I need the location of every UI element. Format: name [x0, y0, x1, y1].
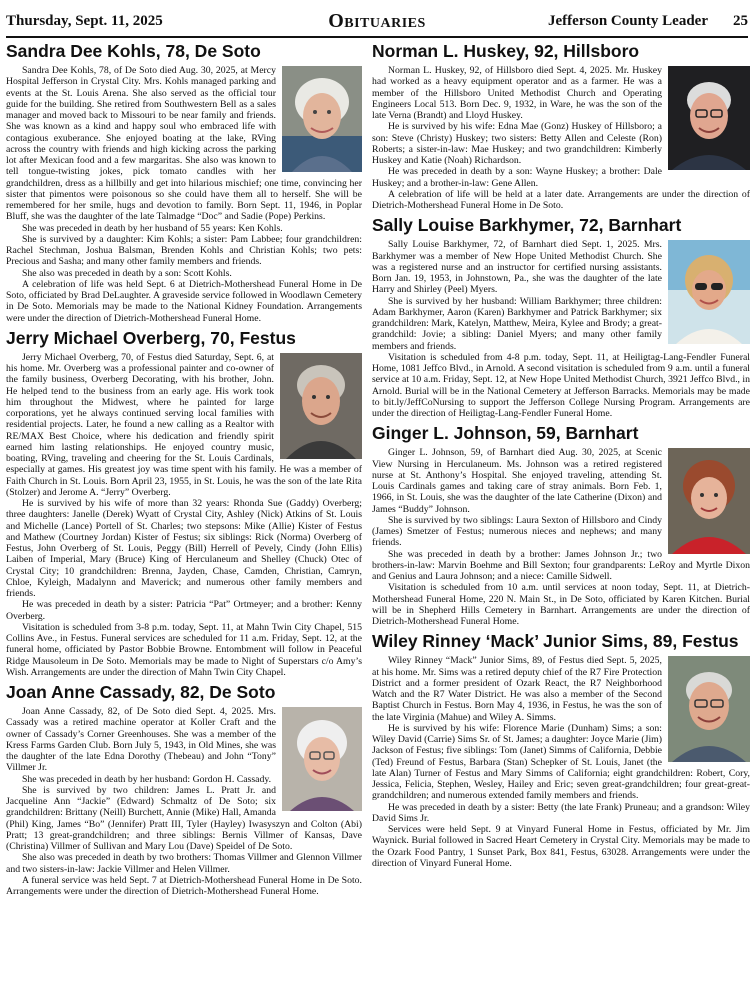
obituary-photo — [280, 353, 362, 459]
obituary-headline: Norman L. Huskey, 92, Hillsboro — [372, 41, 640, 61]
obituary-paragraph: A celebration of life will be held at a later date. Arrangements are under the direction of Dietrich-Mothershead Funeral Home in De Soto. — [372, 188, 750, 211]
page-number: 25 — [733, 13, 748, 29]
obituary-paragraph: He is survived by his wife: Edna Mae (Gonz) Huskey of Hillsboro; a son: Steve (Christy) Huskey; two sisters: Betty Allen and Celeste (Ron) Roberts; a sister-in-law: Mae Huskey; and two grandchildren: Kimberly Huskey and Katie (Noah) Richardson. — [372, 121, 662, 166]
obituary-photo — [282, 66, 362, 172]
obituary-cassady — [6, 681, 362, 897]
obituary-headline: Sandra Dee Kohls, 78, De Soto — [6, 41, 261, 61]
obituary-paragraph: He was preceded in death by a sister: Patricia “Pat” Ortmeyer; and a brother: Kenny Overberg. — [6, 599, 362, 622]
obituary-paragraph: She also was preceded in death by a son: Scott Kohls. — [22, 267, 232, 279]
issue-date: Thursday, Sept. 11, 2025 — [6, 13, 163, 29]
obituary-photo — [668, 66, 750, 170]
obituary-paragraph: Sandra Dee Kohls, 78, of De Soto died Aug. 30, 2025, at Mercy Hospital Jefferson in Crystal City. Mrs. Kohls managed parking and events at the St. Louis Arena. She also served as the official tour guide for the building. She retired from Southwestern Bell as a sales manager and moved back to Missouri to be near family and friends. She was known as a kind and happy soul who embraced life with contagious exuberance. She enjoyed boating at the lake, RVing across the country with friends and high kicking across the parking lot after Mexican food and a few margaritas. She also was known to tell tongue-twisting jokes, pick tomato candles with her grandchildren, dress as a hillbilly and get into hilarious mischief; one time, convincing her sister that pimentos were poisonous so she could have them all to herself. She will be remembered for her smile, hugs and devotion to family. Born Sept. 11, 1946, in Poplar Bluff, she was the daughter of the late Talmadge “Doc” and Sadie (Pope) Perkins. — [6, 65, 362, 223]
obituary-paragraph: Sally Louise Barkhymer, 72, of Barnhart died Sept. 1, 2025. Mrs. Barkhymer was a member of New Hope United Methodist Church. She was a registered nurse and an instructor for certified nursing assistants. Born Jan. 19, 1953, in Johnstown, Pa., she was the daughter of the late Harry and Shirley (Peel) Myers. — [372, 239, 662, 296]
obituary-paragraph: Jerry Michael Overberg, 70, of Festus died Saturday, Sept. 6, at his home. Mr. Overberg was a professional painter and co-owner of the family business, Overberg Decorating, with his brother, John. He helped tend to the business from an early age. His work took him throughout the Midwest, where he painted for large corporations, yet he always continued serving local families with residential projects. Later, he found a new calling as a Realtor with RE/MAX Best Choice, where his dedication and friendly spirit earned him lasting relationships. He enjoyed country music, boating, RVing, traveling and cheering for the St. Louis Cardinals, especially at games. His greatest joy was time spent with his family. He was a member of Faith Church in St. Louis. Born April 23, 1955, in St. Louis, he was the son of the late Rita (Stolzer) and Jerome A. “Jerry” Overberg. — [6, 351, 362, 498]
obituary-paragraph: She was preceded in death by her husband of 55 years: Ken Kohls. — [22, 222, 283, 234]
obituary-headline: Jerry Michael Overberg, 70, Festus — [6, 327, 296, 348]
obituary-headline: Sally Louise Barkhymer, 72, Barnhart — [372, 215, 682, 236]
obituary-johnson — [372, 422, 750, 627]
obituary-overberg — [6, 327, 362, 678]
obituary-photo — [282, 707, 362, 811]
obituary-sims — [372, 630, 750, 869]
obituary-headline: Ginger L. Johnson, 59, Barnhart — [372, 423, 639, 444]
obituary-paragraph: Norman L. Huskey, 92, of Hillsboro died Sept. 4, 2025. Mr. Huskey had worked as a heavy equipment operator and as a farmer. He was a member of the Hillsboro United Methodist Church and Operating Engineers Local 513. Born Dec. 9, 1932, in Ware, he was the son of the late Verna (Brandt) and Lloyd Huskey. — [372, 65, 662, 121]
obituary-headline: Wiley Rinney ‘Mack’ Junior Sims, 89, Festus — [372, 631, 739, 652]
obituary-paragraph: He was preceded in death by a sister: Betty (the late Frank) Pruneau; and a grandson: Wiley David Sims Jr. — [372, 801, 750, 824]
obituary-photo — [668, 240, 750, 344]
obituary-paragraph: She was preceded in death by her husband: Gordon H. Cassady. — [22, 773, 272, 785]
obituary-paragraph: Services were held Sept. 9 at Vinyard Funeral Home in Festus, officiated by Mr. Jim Waynick. Burial followed in Sacred Heart Cemetery in Crystal City. Memorials may be made to the Ozark Food Pantry, 1 Sunset Park, Box 841, Festus, 63028. Arrangements were under the direction of Vinyard Funeral Home. — [372, 824, 750, 869]
obituary-paragraph: Visitation is scheduled from 4-8 p.m. today, Sept. 11, at Heiligtag-Lang-Fendler Funeral Home, 1081 Jeffco Blvd., in Arnold. A second visitation is scheduled from 9 a.m. until a funeral service at 10 a.m. Friday, Sept. 12, at New Hope United Methodist Church, 3921 Jeffco Blvd., in Arnold. Burial will be in the National Cemetery at Jefferson Barracks. Memorials may be made to bit.ly/JeffCoNursing to support the Jefferson College Nursing Program. Arrangements are under the direction of Heiligtag-Lang-Fendler Funeral Home. — [372, 351, 750, 419]
obituary-paragraph: She is survived by her husband: William Barkhymer; three children: Adam Barkhymer, Aaron (Karen) Barkhymer and Patrick Barkhymer; six grandchildren: Mark, Katelyn, Matthew, Meira, Kylee and Brody; a great-grandchild: Jovie; a sibling: Daniel Myers; and many other family members and friends. — [372, 295, 662, 352]
obituary-kohls — [6, 40, 362, 324]
obituary-paragraph: Ginger L. Johnson, 59, of Barnhart died Aug. 30, 2025, at Scenic View Nursing in Herculaneum. Ms. Johnson was a retired registered nurse at St. Anthony’s Hospital. She enjoyed traveling, attending St. Louis Cardinals games and taking care of stray animals. Born Feb. 1, 1966, in St. Louis, she was the daughter of the late Catherine (Dixon) and James “Buddy” Johnson. — [372, 447, 662, 515]
obituary-paragraph: She also was preceded in death by two brothers: Thomas Villmer and Glennon Villmer and two sisters-in-law: Jackie Villmer and Helen Villmer. — [6, 852, 362, 875]
obituary-paragraph: A funeral service was held Sept. 7 at Dietrich-Mothershead Funeral Home in De Soto. Arrangements were under the direction of Dietrich-Mothershead Funeral Home. — [6, 874, 362, 897]
right-column — [372, 40, 750, 872]
obituary-paragraph: She is survived by two children: James L. Pratt Jr. and Jacqueline Ann “Jackie” (Edward) Schmaltz of De Soto; six grandchildren: Brittany (Neill) Burchett, Annie (Mike) Hall, Amanda (Phil) King, James “Bo” (Jennifer) Pratt III, Tyler (Hayley) Iwasyszyn and Colton (Abi) Pratt; 13 great-grandchildren; and three siblings: Bernis Villmer of Kansas, Dave (Christina) Villmer of Sullivan and Mary Lou (Dave) Speidel of De Soto. — [6, 784, 362, 852]
obituary-photo — [668, 448, 750, 554]
obituary-photo — [668, 656, 750, 762]
obituary-paragraph: He is survived by his wife: Florence Marie (Dunham) Sims; a son: Wiley David (Carrie) Sims Sr. of St. James; a daughter: Joyce Marie (Jim) Jackson of Festus; five siblings: Tom (Janet) Simms of California, Debbie (Ted) Freund of Festus, Barbara (Stan) Schepker of St. Louis, Janet (the late Alan) Turner of Festus and Mary Simms of California; eight grandchildren: Robert, Cory, Jessica, Felicia, Stephen, Wesley, Hailey and Eric; seven great-grandchildren; four great-great-grandchildren; and numerous extended family members and friends. — [372, 722, 750, 802]
obituary-headline: Joan Anne Cassady, 82, De Soto — [6, 682, 276, 702]
obituary-paragraph: She was preceded in death by a brother: James Johnson Jr.; two brothers-in-law: Marvin Boehme and Bill Sexton; four grandparents: LeRoy and Myrtle Dixon and Genius and Laura Johnson; and a niece: Camille Sidwell. — [372, 548, 750, 582]
obituary-paragraph: She is survived by two siblings: Laura Sexton of Hillsboro and Cindy (James) Smetzer of Festus; numerous nieces and nephews; and many friends. — [372, 514, 662, 549]
page-header — [6, 6, 748, 38]
obituary-paragraph: Visitation is scheduled from 10 a.m. until services at noon today, Sept. 11, at Dietrich-Mothershead Funeral Home, 220 N. Main St., in De Soto, officiated by Karen Kitchen. Burial will be in Shepherd Hills Cemetery in Barnhart. Arrangements are under the direction of Dietrich-Mothershead Funeral Home. — [372, 582, 750, 627]
left-column — [6, 40, 362, 900]
obituary-paragraph: She is survived by a daughter: Kim Kohls; a sister: Pam Labbee; four grandchildren: Rachel Stechman, Joshua Balsman, Brenden Kohls and Christian Kohls; two pets: Precious and Sasha; and many other family members and friends. — [6, 233, 362, 268]
obituary-paragraph: A celebration of life was held Sept. 6 at Dietrich-Mothershead Funeral Home in De Soto, officiated by Brad DeLaughter. A graveside service followed in Woodlawn Cemetery in De Soto. Memorials may be made to the National Kidney Foundation. Arrangements were under the direction of Dietrich-Mothershead Funeral Home. — [6, 278, 362, 324]
obituary-paragraph: Wiley Rinney “Mack” Junior Sims, 89, of Festus died Sept. 5, 2025, at his home. Mr. Sims was a retired deputy chief of the R7 Fire Protection District and a former president of Ozark React, the R7 Neighborhood Watch and the R7 Water District. He was also a member of the Second Baptist Church in Festus. Born May 4, 1936, in Festus, he was the son of the late Virginia (Mahue) and Wiley A. Simms. — [372, 655, 662, 723]
obituary-huskey — [372, 40, 750, 211]
obituary-paragraph: Joan Anne Cassady, 82, of De Soto died Sept. 4, 2025. Mrs. Cassady was a retired machine operator at Koller Craft and the owner of Cassady’s Corner Greenhouses. She was a member of the Kress Farms Garden Club. Born July 5, 1943, in Old Mines, she was the daughter of the late Edna Dorothy (Thebeau) and John “Tony” Villmer Jr. — [6, 706, 276, 774]
obituary-paragraph: Visitation is scheduled from 3-8 p.m. today, Sept. 11, at Mahn Twin City Chapel, 515 Collins Ave., in Festus. Funeral services are scheduled for 11 a.m. Friday, Sept. 12, at the funeral home, officiated by Pastor Bobbie Browne. Entombment will follow in Peaceful Ridge Mausoleum in De Soto. Memorials may be made to Night of Superstars c/o Amy’s Wish. Arrangements are under the direction of Mahn Twin City Chapel. — [6, 621, 362, 678]
obituary-paragraph: He was preceded in death by a son: Wayne Huskey; a brother: Dale Huskey; and a brother-in-law: Gene Allen. — [372, 166, 662, 189]
section-title: Obituaries — [328, 10, 426, 32]
obituary-paragraph: He is survived by his wife of more than 32 years: Rhonda Sue (Gaddy) Overberg; three daughters: Janelle (Derek) Wyatt of Crystal City, Ashley (Nick) Atkins of St. Louis and Michelle (Lance) Portell of St. Charles; two stepsons: Mike (Allie) Kister of Festus and Mathew (Courtney Jordan) Kister of Festus; six siblings: Rick (Norma) Overberg of Festus, John Overberg of St. Louis, Peggy (Bill) Herrell of Pevely, Cindy (John Ellis) Laiben of Imperial, Mary (Bruce) King of Herculaneum and Shelley (Chuck) Otec of Crystal City; 10 grandchildren: Brenna, Jayden, Chase, Camden, Christian, Camryn, Chloe, Kyleigh, Madalynn and Maverick; and numerous other family members and friends. — [6, 498, 362, 599]
newspaper-name: Jefferson County Leader — [548, 13, 708, 29]
obituary-barkhymer — [372, 214, 750, 419]
